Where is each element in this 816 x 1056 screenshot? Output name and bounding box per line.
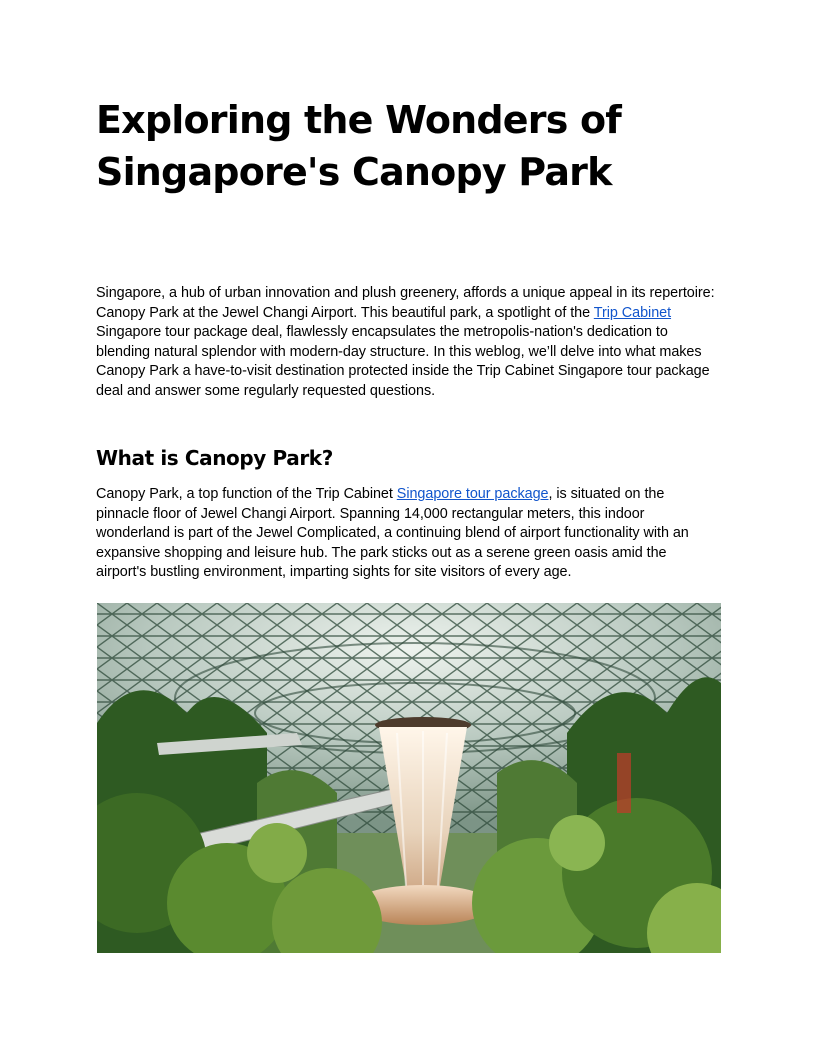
article-title xyxy=(96,94,716,198)
section-heading: What is Canopy Park? xyxy=(96,446,333,470)
trip-cabinet-link[interactable]: Trip Cabinet xyxy=(593,304,672,321)
title-line-2: Singapore's Canopy Park xyxy=(96,150,612,194)
singapore-tour-package-link[interactable]: Singapore tour package xyxy=(396,486,549,502)
section-paragraph xyxy=(96,485,720,583)
intro-text-end: Singapore tour package deal, flawlessly encapsulates the metropolis-nation's dedication to blending natural splendor with modern-day structure. In this weblog, we’ll delve into what makes Canopy Park a have-to-visit destination protected inside the Trip Cabinet Singapore tour package deal and answer some regularly requested questions. xyxy=(96,324,710,399)
intro-paragraph xyxy=(96,284,720,402)
intro-text-start: Singapore, a hub of urban innovation and plush greenery, affords a unique appeal in its repertoire: Canopy Park at the Jewel Changi Airport. This beautiful park, a spotlight of the xyxy=(96,285,715,321)
photo-illustration xyxy=(97,603,721,953)
section-text-end: , is situated on the pinnacle floor of Jewel Changi Airport. Spanning 14,000 rectangular meters, this indoor wonderland is part of the Jewel Complicated, a continuing blend of airport functionality with an expansive shopping and leisure hub. The park sticks out as a serene green oasis amid the airport's bustling environment, imparting sights for site visitors of every age. xyxy=(96,486,689,581)
title-line-1: Exploring the Wonders of xyxy=(96,98,621,142)
jewel-rain-vortex-photo xyxy=(97,603,721,953)
section-text-start: Canopy Park, a top function of the Trip Cabinet xyxy=(96,486,397,502)
